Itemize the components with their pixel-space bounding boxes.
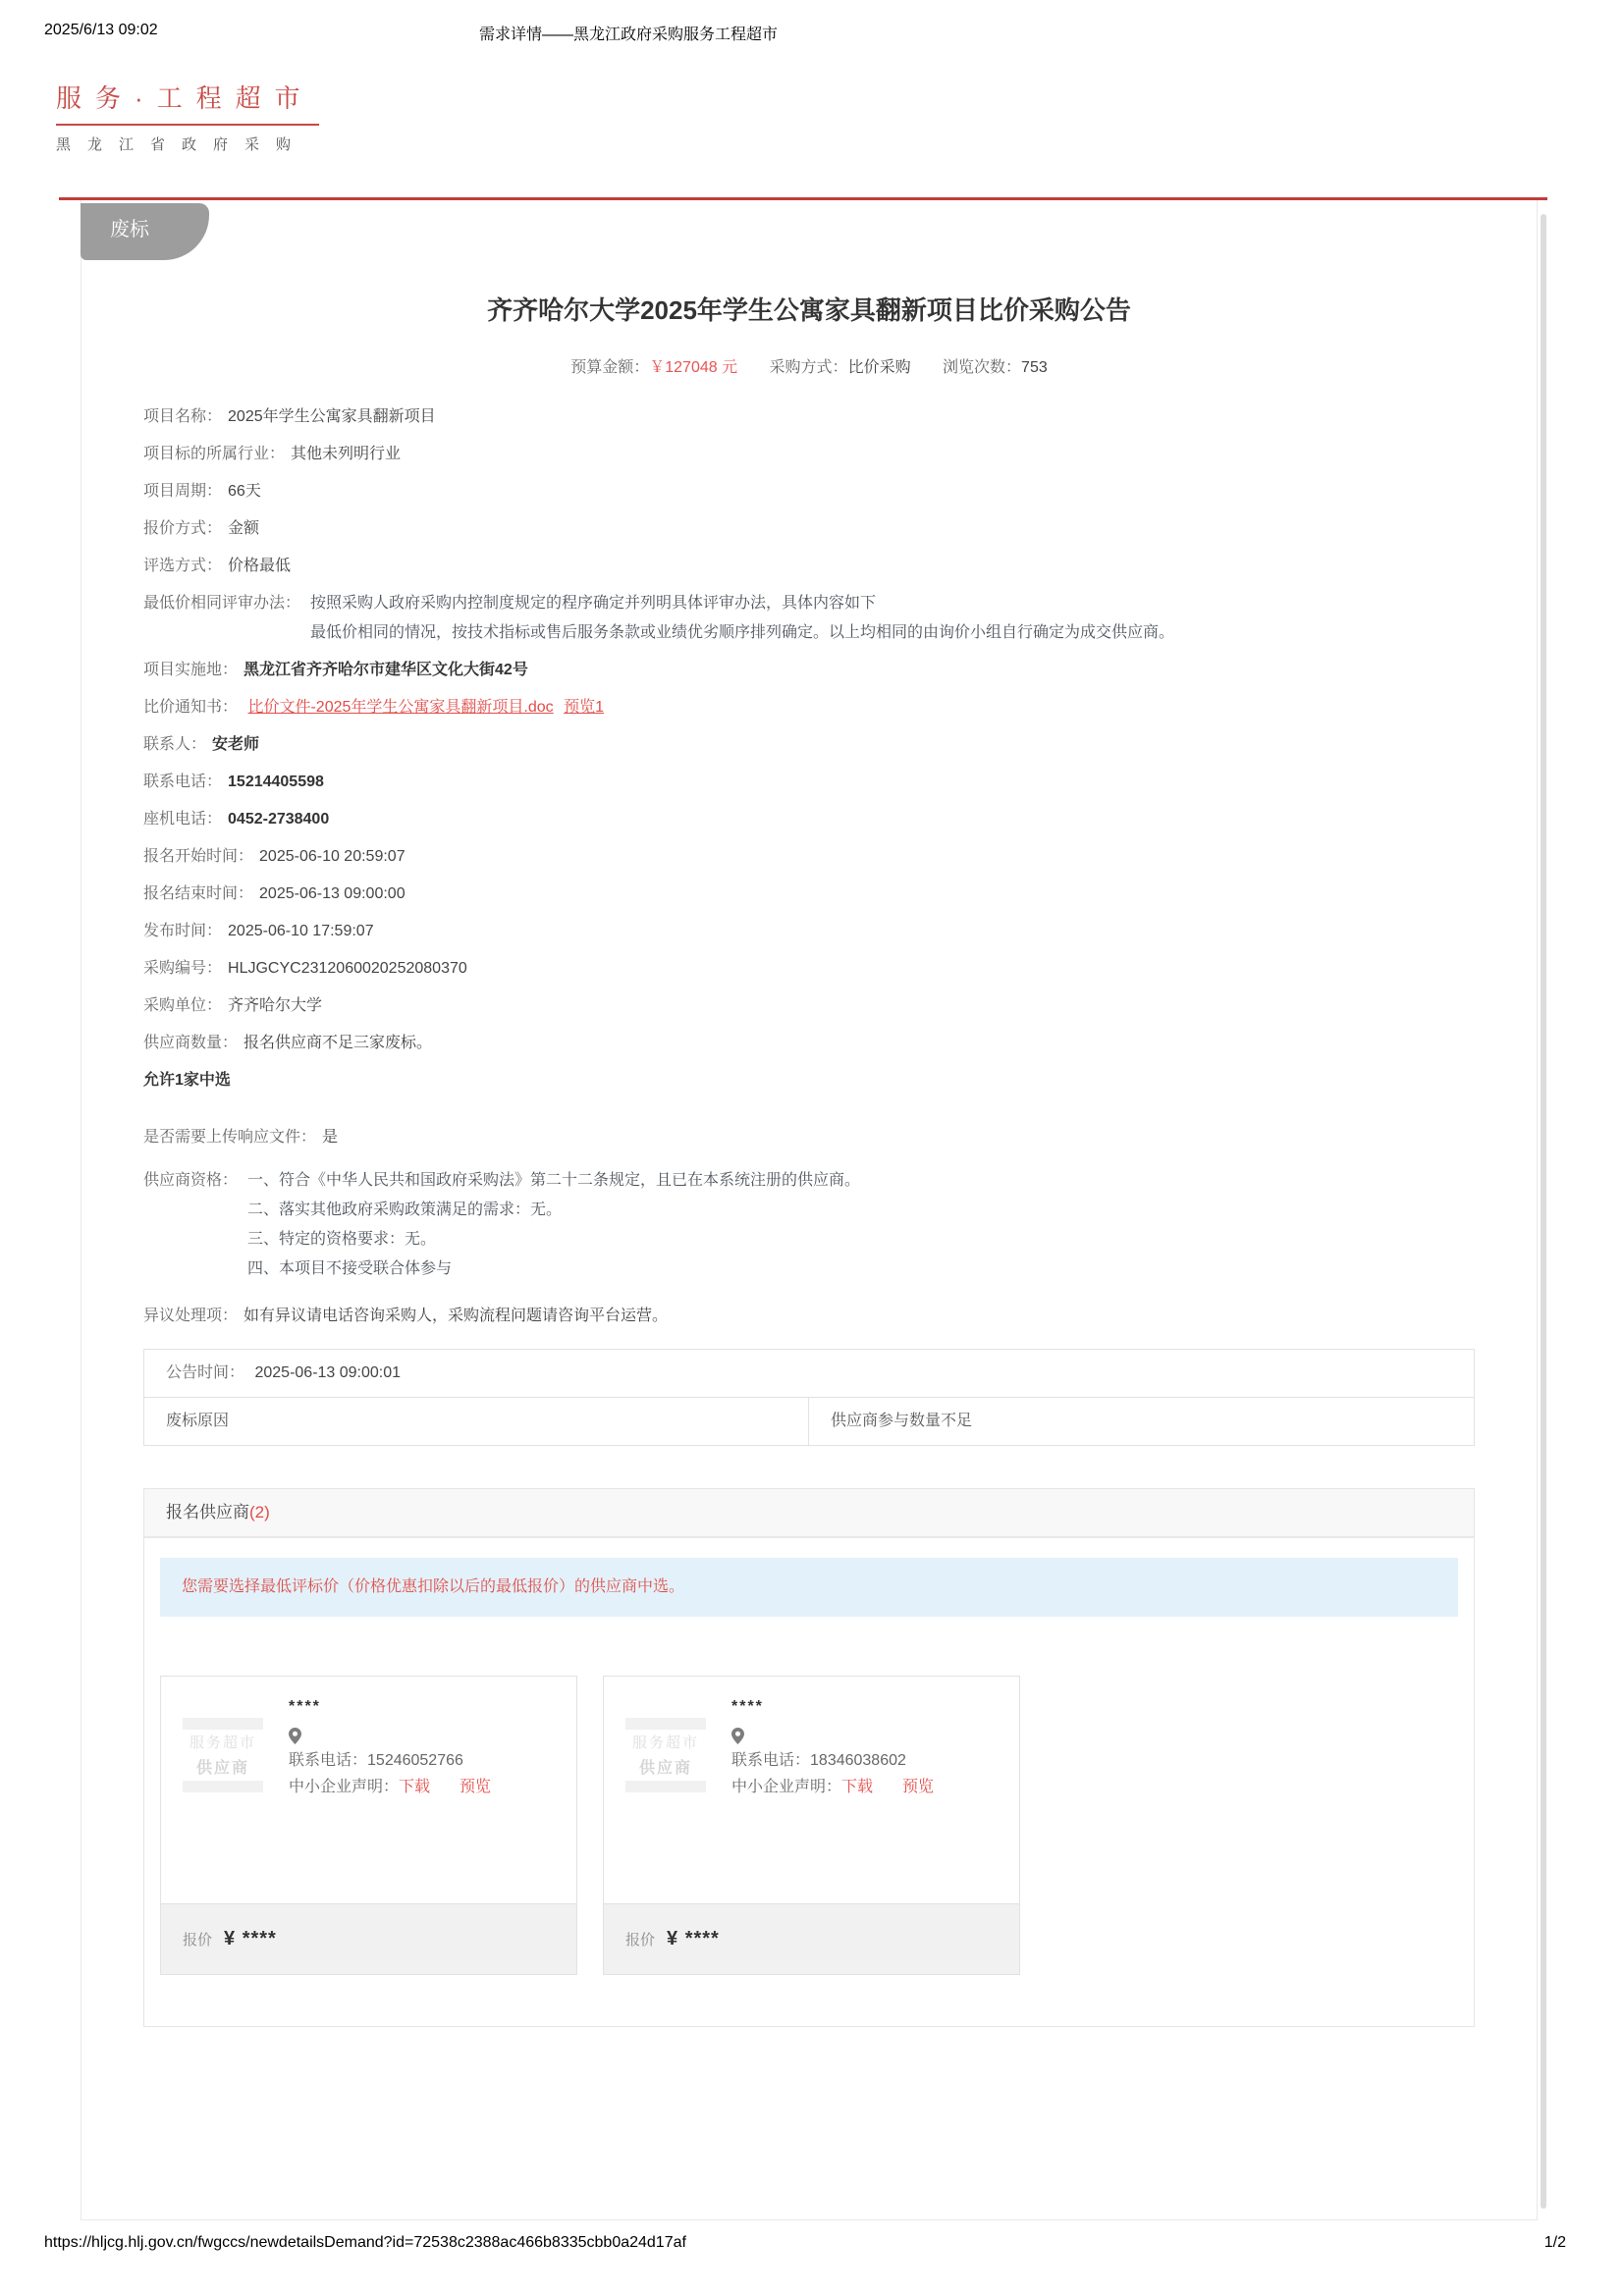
field-label: 报价方式：: [143, 520, 223, 537]
review-method-text: [310, 589, 1174, 648]
logo-watermark-line2: 供应商: [195, 1760, 249, 1777]
field-label: 供应商数量：: [143, 1035, 239, 1051]
field-value: 安老师: [212, 736, 260, 753]
field-value: 齐齐哈尔大学: [228, 997, 323, 1014]
supplier-info: [731, 1696, 934, 1884]
supplier-card[interactable]: [160, 1676, 577, 1975]
announcement-content: [81, 200, 1537, 2027]
field-quote-mode: [143, 510, 1475, 548]
field-value: 金额: [228, 520, 260, 537]
views-segment: [943, 359, 1048, 376]
supplier-cards: [160, 1676, 1458, 1975]
quote-value-masked: ¥ ****: [224, 1928, 277, 1949]
budget-label: 预算金额：: [570, 359, 650, 376]
notice-doc-link[interactable]: 比价文件-2025年学生公寓家具翻新项目.doc: [247, 699, 554, 716]
supplier-logo-placeholder: [183, 1718, 263, 1796]
field-project-name: [143, 399, 1475, 436]
registered-suppliers-panel: [143, 1488, 1475, 2027]
field-value: 2025年学生公寓家具翻新项目: [228, 408, 436, 425]
location-pin-icon: [731, 1728, 934, 1745]
site-logo-sub: 黑龙江省政府采购: [56, 136, 308, 153]
supplier-card-body: [604, 1677, 1019, 1903]
qualification-items: [247, 1166, 860, 1284]
cancellation-reason-row: [144, 1398, 1474, 1445]
method-label: 采购方式：: [769, 359, 848, 376]
selection-tip-banner: 您需要选择最低评标价（价格优惠扣除以后的最低报价）的供应商中选。: [160, 1558, 1458, 1617]
supplier-card[interactable]: [603, 1676, 1020, 1975]
announce-time-value: 2025-06-13 09:00:01: [254, 1364, 402, 1381]
budget-segment: [570, 359, 737, 376]
method-value: 比价采购: [847, 359, 911, 376]
supplier-phone-value: 18346038602: [810, 1752, 906, 1769]
field-label: 采购编号：: [143, 960, 223, 977]
declaration-label: 中小企业声明：: [289, 1779, 400, 1795]
supplier-name-masked: ****: [289, 1698, 321, 1715]
qualification-item-4: 四、本项目不接受联合体参与: [247, 1260, 453, 1277]
logo-watermark-line2: 供应商: [638, 1760, 692, 1777]
field-upload-response: [143, 1119, 1475, 1156]
field-signup-start: [143, 838, 1475, 876]
announce-time-row: [144, 1350, 1474, 1398]
method-segment: [770, 359, 911, 376]
field-value: 66天: [228, 483, 261, 500]
field-label: 联系人：: [143, 736, 207, 753]
field-notice-doc: [143, 689, 1475, 726]
field-contact-person: [143, 726, 1475, 764]
field-value: 2025-06-10 20:59:07: [259, 848, 406, 865]
field-value: 是: [322, 1129, 339, 1146]
field-value: 15214405598: [228, 774, 324, 790]
views-value: 753: [1021, 359, 1048, 376]
spacer: [143, 1099, 1475, 1119]
cancellation-reason-value: 供应商参与数量不足: [831, 1413, 973, 1429]
supplier-phone-line: [289, 1747, 491, 1774]
supplier-logo-placeholder: [625, 1718, 706, 1796]
field-location: [143, 652, 1475, 689]
location-pin-icon: [289, 1728, 491, 1745]
field-label: 发布时间：: [143, 923, 223, 939]
logo-watermark-line1: 服务超市: [631, 1735, 699, 1751]
field-value: 如有异议请电话咨询采购人，采购流程问题请咨询平台运营。: [243, 1308, 669, 1324]
field-contact-phone: [143, 764, 1475, 801]
declaration-download-link[interactable]: 下载: [841, 1779, 874, 1795]
review-method-line1: 按照采购人政府采购内控制度规定的程序确定并列明具体评审办法，具体内容如下: [310, 595, 877, 612]
allow-one-winner-note: 允许1家中选: [143, 1072, 231, 1089]
field-landline: [143, 801, 1475, 838]
field-signup-end: [143, 876, 1475, 913]
cancellation-reason-label: 废标原因: [144, 1398, 809, 1445]
scrollbar[interactable]: [1541, 214, 1546, 2209]
field-value: 2025-06-13 09:00:00: [259, 885, 406, 902]
logo-decor-bar: [183, 1718, 263, 1730]
print-header-timestamp: 2025/6/13 09:02: [44, 22, 158, 38]
supplier-info: [289, 1696, 491, 1884]
detail-rows: [143, 399, 1475, 1335]
field-value: 2025-06-10 17:59:07: [228, 923, 374, 939]
logo-decor-bar: [625, 1781, 706, 1792]
supplier-quote-footer: [161, 1903, 576, 1974]
field-value: 0452-2738400: [228, 811, 330, 828]
field-label: 联系电话：: [143, 774, 223, 790]
supplier-declaration-line: [289, 1774, 491, 1800]
print-footer-url: https://hljcg.hlj.gov.cn/fwgccs/newdetailsDemand?id=72538c2388ac466b8335cbb0a24d17af: [44, 2234, 686, 2251]
announcement-card: [81, 200, 1538, 2220]
field-duration: [143, 473, 1475, 510]
field-label: 报名开始时间：: [143, 848, 254, 865]
field-value: 黑龙江省齐齐哈尔市建华区文化大街42号: [243, 662, 528, 678]
registered-suppliers-count: (2): [249, 1503, 270, 1522]
declaration-download-link[interactable]: 下载: [399, 1779, 431, 1795]
review-method-line2: 最低价相同的情况，按技术指标或售后服务条款或业绩优劣顺序排列确定。以上均相同的由询价小组自行确定为成交供应商。: [310, 624, 1175, 641]
field-label: 座机电话：: [143, 811, 223, 828]
print-header-title: 需求详情——黑龙江政府采购服务工程超市: [479, 27, 779, 43]
field-label: 项目实施地：: [143, 662, 239, 678]
field-industry: [143, 436, 1475, 473]
page-title: 齐齐哈尔大学2025年学生公寓家具翻新项目比价采购公告: [487, 295, 1131, 325]
supplier-name-masked: ****: [731, 1698, 764, 1715]
field-review-method: [143, 585, 1475, 652]
declaration-label: 中小企业声明：: [731, 1779, 842, 1795]
field-label: 评选方式：: [143, 558, 223, 574]
declaration-preview-link[interactable]: 预览: [902, 1779, 935, 1795]
supplier-phone-label: 联系电话：: [731, 1752, 811, 1769]
field-value: HLJGCYC2312060020252080370: [228, 960, 467, 977]
field-supplier-count: [143, 1025, 1475, 1062]
field-value: 报名供应商不足三家废标。: [243, 1035, 433, 1051]
notice-doc-preview-link[interactable]: 预览1: [564, 699, 604, 716]
registered-suppliers-body: [144, 1538, 1474, 2026]
site-logo-underline: [56, 124, 319, 126]
field-label: 采购单位：: [143, 997, 223, 1014]
summary-line: [143, 354, 1475, 377]
supplier-phone-line: [731, 1747, 934, 1774]
field-procurement-no: [143, 950, 1475, 988]
qualification-item-2: 二、落实其他政府采购政策满足的需求：无。: [247, 1201, 563, 1218]
field-value: 价格最低: [228, 558, 292, 574]
field-publish-time: [143, 913, 1475, 950]
announce-time-label: 公告时间：: [166, 1364, 245, 1381]
status-badge-cancelled: 废标: [81, 203, 209, 260]
field-label: 报名结束时间：: [143, 885, 254, 902]
qualification-item-3: 三、特定的资格要求：无。: [247, 1231, 437, 1248]
logo-decor-bar: [183, 1781, 263, 1792]
quote-label: 报价: [625, 1932, 656, 1949]
field-label: 异议处理项：: [143, 1308, 239, 1324]
logo-watermark-line1: 服务超市: [189, 1735, 256, 1751]
field-label: 供应商资格：: [143, 1172, 239, 1189]
supplier-phone-label: 联系电话：: [289, 1752, 368, 1769]
supplier-declaration-line: [731, 1774, 934, 1800]
cancellation-table: [143, 1349, 1475, 1446]
field-label: 项目名称：: [143, 408, 223, 425]
logo-decor-bar: [625, 1718, 706, 1730]
supplier-phone-value: 15246052766: [367, 1752, 463, 1769]
field-selection-mode: [143, 548, 1475, 585]
field-label: 项目标的所属行业：: [143, 446, 286, 462]
registered-suppliers-header: [144, 1489, 1474, 1538]
supplier-quote-footer: [604, 1903, 1019, 1974]
print-footer-page-number: 1/2: [1543, 2234, 1566, 2251]
field-label: 是否需要上传响应文件：: [143, 1129, 317, 1146]
declaration-preview-link[interactable]: 预览: [460, 1779, 492, 1795]
budget-value: ￥127048 元: [649, 359, 738, 376]
field-objection: [143, 1298, 1475, 1335]
site-logo[interactable]: [56, 79, 319, 154]
site-logo-main: 服务·工程超市: [56, 83, 314, 113]
field-purchaser: [143, 988, 1475, 1025]
views-label: 浏览次数：: [943, 359, 1022, 376]
supplier-card-body: [161, 1677, 576, 1903]
field-label: 项目周期：: [143, 483, 223, 500]
field-value: 其他未列明行业: [291, 446, 402, 462]
qualification-item-1: 一、符合《中华人民共和国政府采购法》第二十二条规定，且已在本系统注册的供应商。: [247, 1172, 861, 1189]
field-qualifications: [143, 1162, 1475, 1288]
quote-value-masked: ¥ ****: [667, 1928, 720, 1949]
registered-suppliers-title: 报名供应商: [166, 1503, 249, 1522]
quote-label: 报价: [183, 1932, 213, 1949]
field-label: 最低价相同评审办法：: [143, 595, 301, 612]
field-label: 比价通知书：: [143, 699, 239, 716]
